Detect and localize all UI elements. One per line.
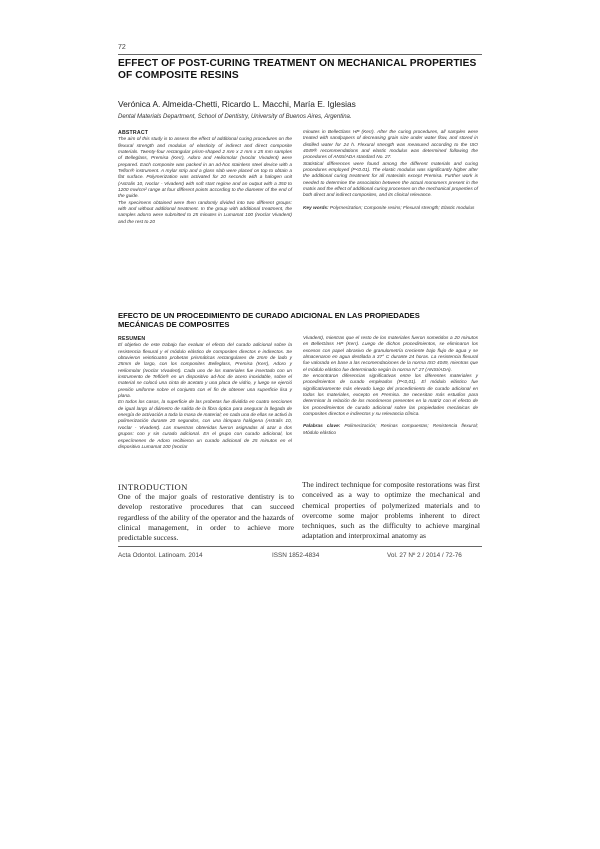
resumen-text-3: Vivadent), mientras que el resto de los materiales fueron sometidos a 20 minutos en BelleGlass HP (Kerr). Luego de dichos procedimientos, se eliminaron los excesos con papel abrasivo de granulometría creciente bajo flujo de agua y se almacenaron en agua destilada a 37° C durante 24 horas. La resistencia flexural fue valorada en base a las recomendaciones de la norma ISO 4049, mientras que el módulo elástico fue determinado según la norma N° 27 (ANSI/ADA). <box>303 336 478 373</box>
keywords-text: Polymerization; Composite resins; Flexural strength; Elastic modulus <box>328 205 475 211</box>
abstract-text-4: Statistical differences were found among the different materials and curing procedures employed (P<0.01). The elastic modulus was significantly higher after the additional curing treatment for all materials except Premisa. Further work is needed to determine the association between the actual monomers present in the matrix and the effect of additional curing processes on the mechanical properties of both direct and indirect composites, and its clinical relevance. <box>303 161 478 199</box>
footer-issn: ISSN 1852-4834 <box>272 552 320 559</box>
footer-journal: Acta Odontol. Latinoam. 2014 <box>118 552 203 559</box>
page-number: 72 <box>118 44 126 51</box>
abstract-text-1: The aim of this study is to assess the effect of additional curing procedures on the flexural strength and modulus of elasticity of indirect and direct composite materials. Twenty-four rectangular prism-shaped 2 mm x 2 mm x 25 mm samples of Belleglass, Premisa (Kerr), Adoro and Heliomolar (Ivoclar Vivadent) were prepared. Each composite was packed in an ad-hoc stainless steel device with a Teflon® instrument. A mylar strip and a glass slab were placed on top to obtain a flat surface. Polymerization was activated for 20 seconds with a halogen unit (Astralis 10, Ivoclar - Vivadent) with soft start regime and an output with a 350 to 1200 mw/cm² range at four different points according to the diameter of the end of the guide. <box>118 137 292 200</box>
affiliation: Dental Materials Department, School of Dentistry, University of Buenos Aires, Argentina. <box>118 114 352 120</box>
keywords-label: Key words: <box>303 205 329 211</box>
resumen-text-2: En todos los casos, la superficie de las probetas fue dividida en cuatro secciones de igual largo al diámetro de salida de la fibra óptica para asegurar la llegada de energía de activación a toda la masa de material; en cada una de ellas se activó la polimerización durante 20 segundos, con una lámpara halógena (Astralis 10, Ivoclar - Vivadent). Las muestras obtenidas fueron asignadas al azar a dos grupos: con y sin curado adicional. En el grupo con curado adicional, los especímenes de Adoro recibieron un curado adicional de 25 minutos en el dispositivo Lumamat 100 (Ivoclar <box>118 400 293 450</box>
abstract-text-3: minutes in BelleGlass HP (Kerr). After the curing procedures, all samples were treated with sandpapers of decreasing grain size under water flow, and stored in distilled water for 24 h. Flexural strength was measured according to the ISO 4049® recommendations and elastic modulus was determined following the procedures of ANSI/ADA standard No. 27. <box>303 130 478 161</box>
introduction-heading: INTRODUCTION <box>118 482 188 492</box>
resumen-text-1: El objetivo de este trabajo fue evaluar el efecto del curado adicional sobre la resistencia flexural y el módulo elástico de composites directos e indirectos. Se obtuvieron veinticuatro probetas prismáticas rectangulares de 2mm de lado y 25mm de largo, con los composites Belleglass, Premisa (Kerr), Adoro y Heliomolar (Ivoclar Vivadent). Cada uno de los materiales fue insertado con un instrumento de Teflón® en un dispositivo ad-hoc de acero inoxidable, sobre el material se colocó una cinta de acetato y una placa de vidrio, y luego se ejerció presión uniforme sobre el conjunto con el fin de obtener una superficie lisa y plana. <box>118 343 292 400</box>
resumen-heading: RESUMEN <box>118 336 146 342</box>
abstract-column-right <box>303 130 478 212</box>
palabras-clave <box>303 424 478 437</box>
article-title: EFFECT OF POST-CURING TREATMENT ON MECHANICAL PROPERTIES OF COMPOSITE RESINS <box>118 58 477 81</box>
resumen-text-4: Se encontraron diferencias significativas entre los diferentes materiales y procedimientos de curado empleados (P<0,01). El módulo elástico fue significativamente más elevado luego del procedimiento de curado adicional en todos los materiales, excepto en Premisa. Se necesitan más estudios para determinar la relación de los monómeros presentes en la matriz con el efecto de los procedimientos de curado adicional sobre las propiedades mecánicas de composites directos e indirectos y su relevancia clínica. <box>303 374 478 418</box>
spanish-title: EFECTO DE UN PROCEDIMIENTO DE CURADO ADICIONAL EN LAS PROPIEDADES MECÁNICAS DE COMPOSITES <box>118 311 420 329</box>
abstract-text-2: The specimens obtained were then randomly divided into two different groups: with and without additional treatment. In the group with additional treatment, the samples adorro were submitted to 25 minutes in Lumamat 100 (Ivoclar Vivadent) and the rest to 20 <box>118 200 292 225</box>
resumen-column-right <box>303 336 478 437</box>
authors: Verónica A. Almeida-Chetti, Ricardo L. Macchi, María E. Iglesias <box>118 99 356 109</box>
footer-volume: Vol. 27 Nº 2 / 2014 / 72-76 <box>387 552 462 559</box>
resumen-column-left <box>118 336 292 451</box>
introduction-column-left <box>118 492 294 543</box>
introduction-column-right <box>302 480 480 542</box>
keywords <box>303 206 478 212</box>
footer-rule <box>118 546 482 547</box>
introduction-text-1: One of the major goals of restorative dentistry is to develop restorative procedures that can succeed regardless of the ability of the operator and the hazards of clinical management, in order to achieve more predictable success. <box>118 492 294 542</box>
palabras-clave-label: Palabras clave: <box>303 424 341 430</box>
introduction-text-2: The indirect technique for composite restorations was first conceived as a way to optimize the mechanical and chemical properties of polymerized materials and to overcome some major problems inherent to direct techniques, such as the difficulty to achieve marginal adaptation and interproximal anatomy as <box>302 480 480 541</box>
abstract-heading: ABSTRACT <box>118 130 149 136</box>
palabras-clave-text: Polimerización; Resinas compuestas; Resistencia flexural; Módulo elástico <box>303 424 478 436</box>
abstract-column-left <box>118 130 292 226</box>
header-rule <box>118 54 482 55</box>
